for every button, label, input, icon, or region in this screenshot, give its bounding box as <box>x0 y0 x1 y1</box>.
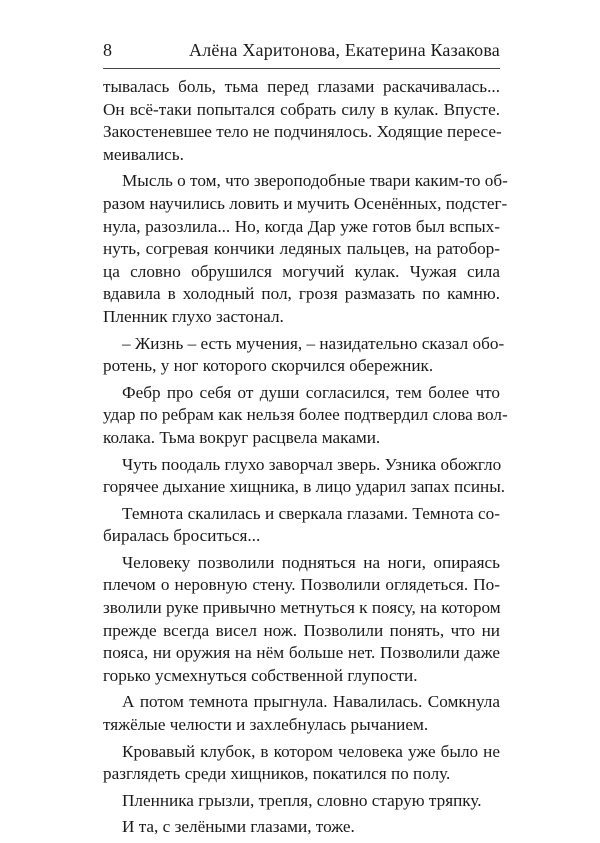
text-line: Пленника грызли, трепля, словно старую тряпку. <box>122 790 482 810</box>
running-head-authors: Алёна Харитонова, Екатерина Казакова <box>189 40 500 60</box>
text-line: горячее дыхание хищника, в лицо ударил запах псины. <box>103 477 506 497</box>
paragraph <box>103 76 500 166</box>
paragraph <box>103 816 500 839</box>
paragraph <box>103 503 500 548</box>
paragraph <box>103 691 500 736</box>
text-line: ротень, у ног которого скорчился обережник. <box>103 356 434 376</box>
text-line: Человеку позволили подняться на ноги, опираясь <box>122 552 500 572</box>
body-text <box>103 76 508 843</box>
text-line: тяжёлые челюсти и захлебнулась рычанием. <box>103 715 429 735</box>
text-line: Темнота скалилась и сверкала глазами. Темнота со- <box>122 503 500 523</box>
text-line: Фебр про себя от души согласился, тем более что <box>122 382 500 402</box>
text-line: Пленник глухо застонал. <box>103 306 284 326</box>
header-rule <box>103 68 500 69</box>
text-line: пояса, ни оружия на нём больше нет. Позволили даже <box>103 643 500 663</box>
text-line: А потом темнота прыгнула. Навалилась. Сомкнула <box>122 692 500 712</box>
text-line: колака. Тьма вокруг расцвела маками. <box>103 427 381 447</box>
text-line: И та, с зелёными глазами, тоже. <box>122 817 355 837</box>
text-line: биралась броситься... <box>103 526 261 546</box>
text-line: горько усмехнуться собственной глупости. <box>103 665 418 685</box>
page-number: 8 <box>103 40 113 60</box>
page-header <box>103 40 500 66</box>
text-line: меивались. <box>103 144 184 164</box>
text-line: тывалась боль, тьма перед глазами раскачивалась... <box>103 77 500 96</box>
paragraph <box>103 790 500 813</box>
paragraph <box>103 382 508 450</box>
paragraph <box>103 454 506 499</box>
text-line: ца словно обрушился могучий кулак. Чужая сила <box>103 261 500 281</box>
text-line: Чуть поодаль глухо заворчал зверь. Узника обожгло <box>122 454 502 474</box>
text-line: Кровавый клубок, в котором человека уже было не <box>122 741 500 761</box>
text-line: нуть, согревая кончики ледяных пальцев, на ратобор- <box>103 239 500 259</box>
text-line: Он всё-таки попытался собрать силу в кулак. Впусте. <box>103 99 500 119</box>
text-line: плечом о неровную стену. Позволили оглядеться. По- <box>103 575 500 595</box>
text-line: – Жизнь – есть мучения, – назидательно сказал обо- <box>122 333 505 353</box>
paragraph <box>103 170 508 328</box>
text-line: Мысль о том, что звероподобные твари каким-то об- <box>122 171 508 191</box>
text-line: Закостеневшее тело не подчинялось. Ходящие пересе- <box>103 122 502 142</box>
text-line: разглядеть среди хищников, покатился по полу. <box>103 764 451 784</box>
text-line: разом научились ловить и мучить Осенённых, подстег- <box>103 193 508 213</box>
paragraph <box>103 552 500 688</box>
paragraph <box>103 333 505 378</box>
paragraph <box>103 741 500 786</box>
text-line: вдавила в холодный пол, грозя размазать по камню. <box>103 284 500 304</box>
text-line: прежде всегда висел нож. Позволили понять, что ни <box>103 620 500 640</box>
text-line: нула, разозлила... Но, когда Дар уже готов был вспых- <box>103 216 500 236</box>
text-line: удар по ребрам как нельзя более подтвердил слова вол- <box>103 405 508 425</box>
text-line: зволили руке привычно метнуться к поясу, на котором <box>103 598 501 618</box>
